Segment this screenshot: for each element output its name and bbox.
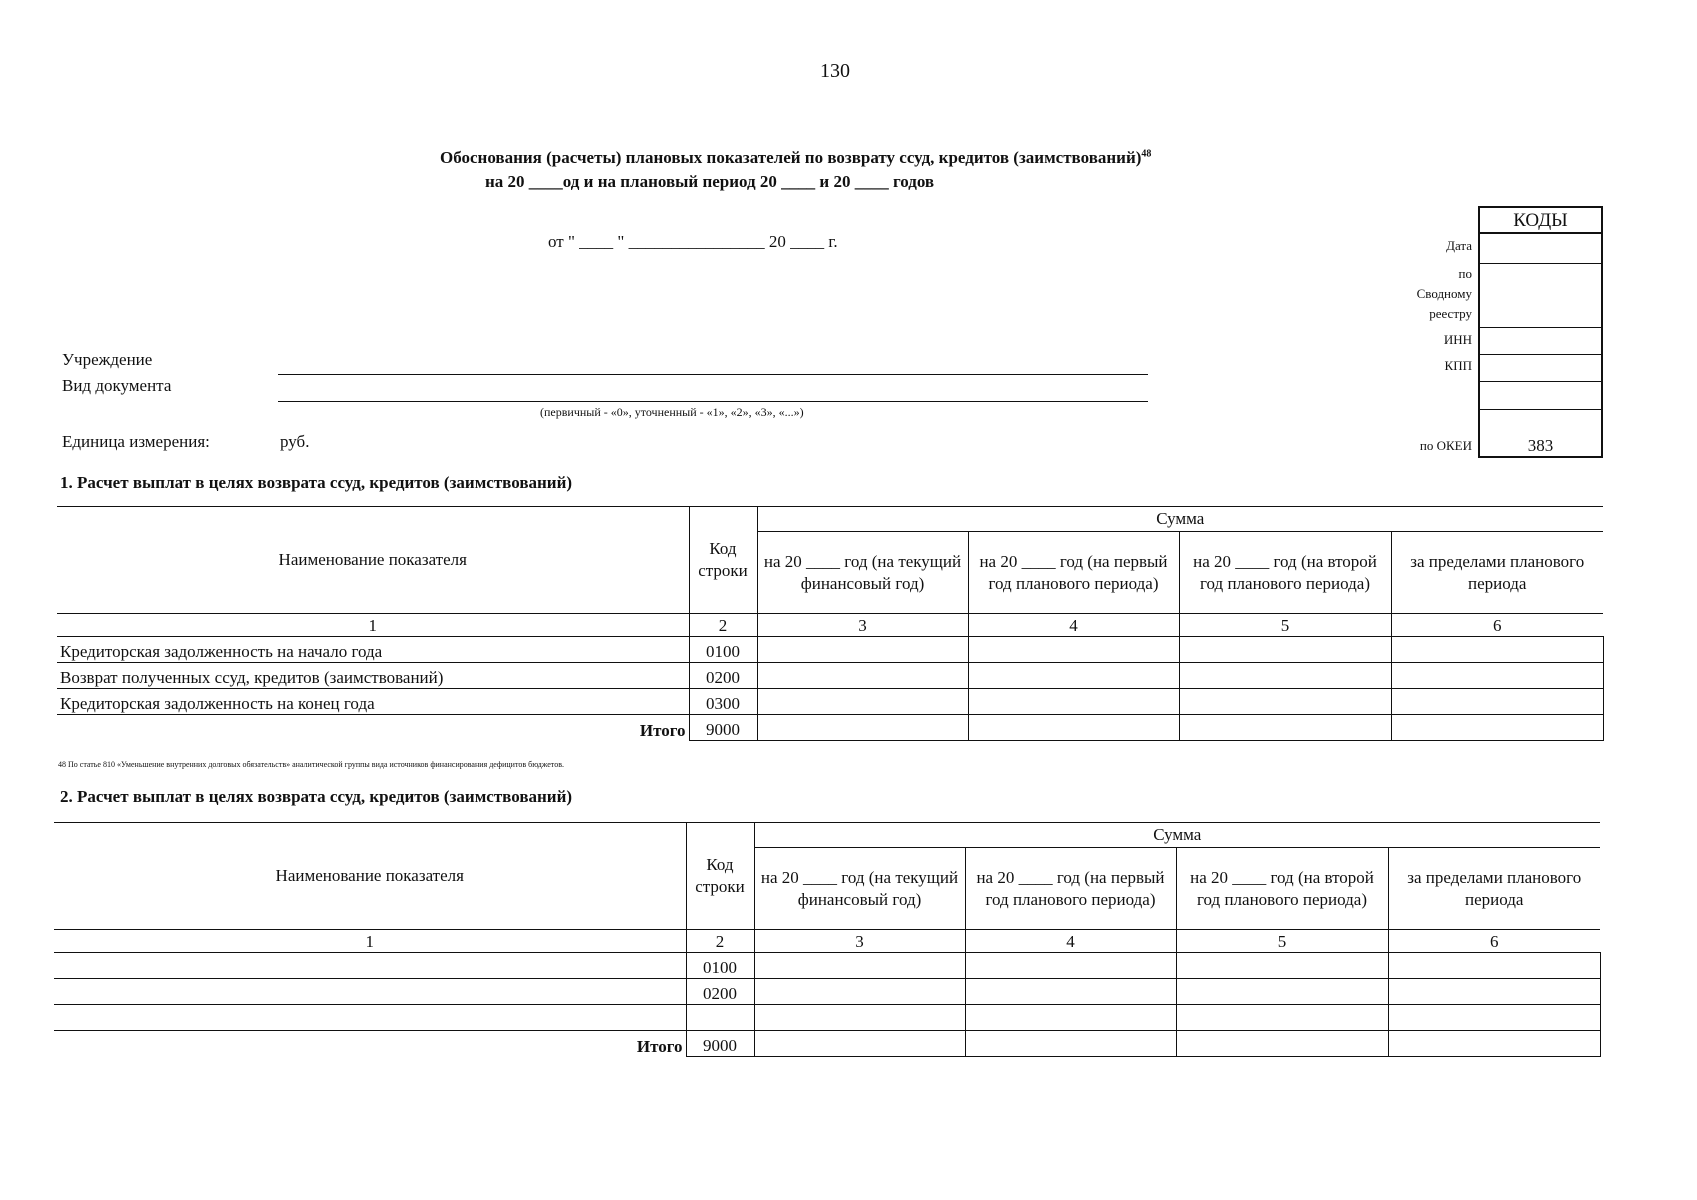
- total-label: Итого: [639, 720, 686, 740]
- cell-col5[interactable]: [1179, 663, 1391, 689]
- total-col3[interactable]: [757, 715, 968, 741]
- col-name-header: Наименование показателя: [57, 507, 689, 614]
- total-row: [54, 1031, 1600, 1057]
- cell-col5[interactable]: [1176, 1005, 1388, 1031]
- col-3-header: на 20 ____ год (на текущий финансовый год): [757, 532, 968, 614]
- cell-col3[interactable]: [754, 1005, 965, 1031]
- col-code-header: Код строки: [686, 823, 754, 930]
- row-code: 0300: [689, 689, 757, 715]
- codes-header: КОДЫ: [1480, 208, 1601, 234]
- codes-box: [1478, 206, 1603, 458]
- cell-col6[interactable]: [1391, 689, 1603, 715]
- footnote-text: 48 По статье 810 «Уменьшение внутренних долговых обязательств» аналитической группы вида источников финансирования дефицитов бюджетов.: [58, 760, 564, 769]
- col-num-1: 1: [54, 930, 686, 953]
- codes-inn-cell[interactable]: [1480, 328, 1601, 355]
- table-row: [54, 979, 1600, 1005]
- codes-okei-label: по ОКЕИ: [1419, 438, 1472, 453]
- total-col6[interactable]: [1388, 1031, 1600, 1057]
- institution-field-line[interactable]: [278, 374, 1148, 375]
- col-sum-header: Сумма: [754, 823, 1600, 848]
- col-num-3: 3: [754, 930, 965, 953]
- row-code: 0200: [686, 979, 754, 1005]
- row-name: Кредиторская задолженность на начало года: [57, 637, 689, 663]
- codes-inn-label: ИНН: [1443, 332, 1472, 347]
- document-title: [440, 148, 1151, 168]
- cell-col6[interactable]: [1391, 637, 1603, 663]
- total-col4[interactable]: [968, 715, 1179, 741]
- total-code: 9000: [689, 715, 757, 741]
- section-2-table: [54, 822, 1601, 1057]
- col-num-3: 3: [757, 614, 968, 637]
- total-col6[interactable]: [1391, 715, 1603, 741]
- row-code: [686, 1005, 754, 1031]
- cell-col3[interactable]: [754, 953, 965, 979]
- col-num-5: 5: [1176, 930, 1388, 953]
- total-row: [57, 715, 1603, 741]
- total-code: 9000: [686, 1031, 754, 1057]
- col-num-4: 4: [965, 930, 1176, 953]
- page-number: 130: [820, 60, 850, 82]
- cell-col5[interactable]: [1179, 689, 1391, 715]
- codes-registry-label-1: по: [1458, 266, 1472, 281]
- cell-col3[interactable]: [754, 979, 965, 1005]
- col-num-6: 6: [1388, 930, 1600, 953]
- col-num-4: 4: [968, 614, 1179, 637]
- row-code: 0100: [686, 953, 754, 979]
- codes-registry-label-3: реестру: [1429, 306, 1472, 321]
- table-row: [57, 689, 1603, 715]
- unit-value: руб.: [280, 432, 310, 451]
- cell-col3[interactable]: [757, 663, 968, 689]
- table-row: [57, 637, 1603, 663]
- col-num-6: 6: [1391, 614, 1603, 637]
- doc-type-hint: (первичный - «0», уточненный - «1», «2», «3», «...»): [540, 405, 804, 419]
- cell-col6[interactable]: [1388, 979, 1600, 1005]
- unit-label: Единица измерения:: [62, 432, 210, 451]
- document-period: на 20 ____од и на плановый период 20 ____ и 20 ____ годов: [485, 172, 935, 191]
- total-col3[interactable]: [754, 1031, 965, 1057]
- cell-col4[interactable]: [965, 1005, 1176, 1031]
- row-name[interactable]: [54, 953, 686, 979]
- section-1-table: [57, 506, 1604, 741]
- row-code: 0100: [689, 637, 757, 663]
- row-name: Возврат полученных ссуд, кредитов (заимствований): [57, 663, 689, 689]
- doc-type-field-line[interactable]: [278, 401, 1148, 402]
- row-name: Кредиторская задолженность на конец года: [57, 689, 689, 715]
- cell-col3[interactable]: [757, 689, 968, 715]
- codes-okei-value: 383: [1527, 436, 1554, 455]
- table-row: [54, 1005, 1600, 1031]
- cell-col4[interactable]: [965, 979, 1176, 1005]
- cell-col4[interactable]: [968, 637, 1179, 663]
- institution-label: Учреждение: [62, 350, 153, 369]
- col-4-header: на 20 ____ год (на первый год планового периода): [965, 848, 1176, 930]
- cell-col5[interactable]: [1176, 979, 1388, 1005]
- total-col5[interactable]: [1179, 715, 1391, 741]
- row-name[interactable]: [54, 979, 686, 1005]
- col-num-2: 2: [686, 930, 754, 953]
- codes-kpp-cell[interactable]: [1480, 355, 1601, 382]
- cell-col3[interactable]: [757, 637, 968, 663]
- document-title-text: Обоснования (расчеты) плановых показателей по возврату ссуд, кредитов (заимствований): [440, 148, 1142, 167]
- col-num-1: 1: [57, 614, 689, 637]
- col-num-2: 2: [689, 614, 757, 637]
- total-col5[interactable]: [1176, 1031, 1388, 1057]
- section-2-title: 2. Расчет выплат в целях возврата ссуд, кредитов (заимствований): [60, 787, 573, 806]
- codes-doc-type-cell[interactable]: [1480, 382, 1601, 410]
- col-code-header: Код строки: [689, 507, 757, 614]
- cell-col4[interactable]: [965, 953, 1176, 979]
- table-row: [57, 663, 1603, 689]
- col-sum-header: Сумма: [757, 507, 1603, 532]
- cell-col5[interactable]: [1179, 637, 1391, 663]
- cell-col6[interactable]: [1388, 953, 1600, 979]
- col-3-header: на 20 ____ год (на текущий финансовый год): [754, 848, 965, 930]
- codes-date-cell[interactable]: [1480, 234, 1601, 264]
- col-6-header: за пределами планового периода: [1391, 532, 1603, 614]
- codes-kpp-label: КПП: [1444, 358, 1472, 373]
- table-row: [54, 953, 1600, 979]
- codes-date-label: Дата: [1446, 238, 1472, 253]
- col-5-header: на 20 ____ год (на второй год планового периода): [1176, 848, 1388, 930]
- cell-col6[interactable]: [1391, 663, 1603, 689]
- col-5-header: на 20 ____ год (на второй год планового периода): [1179, 532, 1391, 614]
- cell-col6[interactable]: [1388, 1005, 1600, 1031]
- total-label: Итого: [636, 1036, 683, 1056]
- cell-col5[interactable]: [1176, 953, 1388, 979]
- row-name[interactable]: [54, 1005, 686, 1031]
- col-4-header: на 20 ____ год (на первый год планового периода): [968, 532, 1179, 614]
- cell-col4[interactable]: [968, 663, 1179, 689]
- col-num-5: 5: [1179, 614, 1391, 637]
- section-1-title: 1. Расчет выплат в целях возврата ссуд, кредитов (заимствований): [60, 473, 573, 492]
- cell-col4[interactable]: [968, 689, 1179, 715]
- title-footnote-mark: 48: [1141, 148, 1152, 160]
- codes-registry-cell[interactable]: [1480, 264, 1601, 328]
- codes-registry-label-2: Сводному: [1416, 286, 1472, 301]
- document-date-line: от " ____ " ________________ 20 ____ г.: [548, 232, 838, 251]
- total-col4[interactable]: [965, 1031, 1176, 1057]
- doc-type-label: Вид документа: [62, 376, 172, 395]
- col-6-header: за пределами планового периода: [1388, 848, 1600, 930]
- row-code: 0200: [689, 663, 757, 689]
- col-name-header: Наименование показателя: [54, 823, 686, 930]
